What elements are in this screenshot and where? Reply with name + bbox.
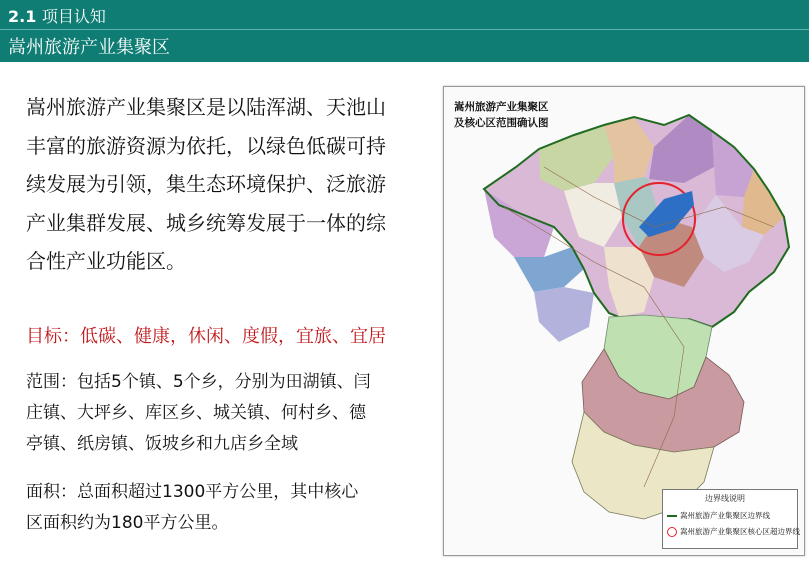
section-heading xyxy=(8,4,106,27)
intro-line: 产业集群发展、城乡统筹发展于一体的综 xyxy=(26,210,386,235)
legend-item xyxy=(667,526,800,537)
map-title-line: 嵩州旅游产业集聚区 xyxy=(454,101,549,113)
slide-subtitle: 嵩州旅游产业集聚区 xyxy=(8,37,170,58)
slide-header xyxy=(0,0,809,62)
map-title xyxy=(454,99,549,131)
section-number: 2.1 xyxy=(8,7,37,26)
intro-paragraph xyxy=(26,88,406,281)
legend-item-label: 嵩州旅游产业集聚区边界线 xyxy=(680,511,770,520)
map-legend xyxy=(662,489,798,549)
legend-item-label: 嵩州旅游产业集聚区核心区超边界线 xyxy=(680,527,800,536)
goal-text: 目标：低碳、健康，休闲、度假，宜旅、宜居 xyxy=(26,326,386,347)
scope-line: 庄镇、大坪乡、库区乡、城关镇、何村乡、德 xyxy=(26,403,366,423)
intro-line: 续发展为引领，集生态环境保护、泛旅游 xyxy=(26,172,386,196)
intro-line: 丰富的旅游资源为依托，以绿色低碳可持 xyxy=(26,133,386,158)
legend-item xyxy=(667,510,770,521)
scope-paragraph xyxy=(26,367,406,460)
district-map xyxy=(443,86,805,556)
area-paragraph xyxy=(26,477,406,539)
scope-line: 亭镇、纸房镇、饭坡乡和九店乡全域 xyxy=(26,434,298,454)
map-illustration xyxy=(444,87,804,555)
scope-line: 范围：包括5个镇、5个乡，分别为田湖镇、闫 xyxy=(26,372,371,392)
area-line: 区面积约为180平方公里。 xyxy=(26,513,229,533)
area-line: 面积：总面积超过1300平方公里，其中核心 xyxy=(26,482,359,502)
header-divider xyxy=(0,29,809,30)
intro-line: 嵩州旅游产业集聚区是以陆浑湖、天池山 xyxy=(26,95,386,119)
intro-line: 合性产业功能区。 xyxy=(26,249,186,273)
section-title: 项目认知 xyxy=(41,7,106,26)
boundary-line-icon xyxy=(667,515,677,517)
legend-title: 边界线说明 xyxy=(705,494,745,503)
map-title-line: 及核心区范围确认图 xyxy=(454,117,549,129)
core-circle-icon xyxy=(667,527,677,537)
